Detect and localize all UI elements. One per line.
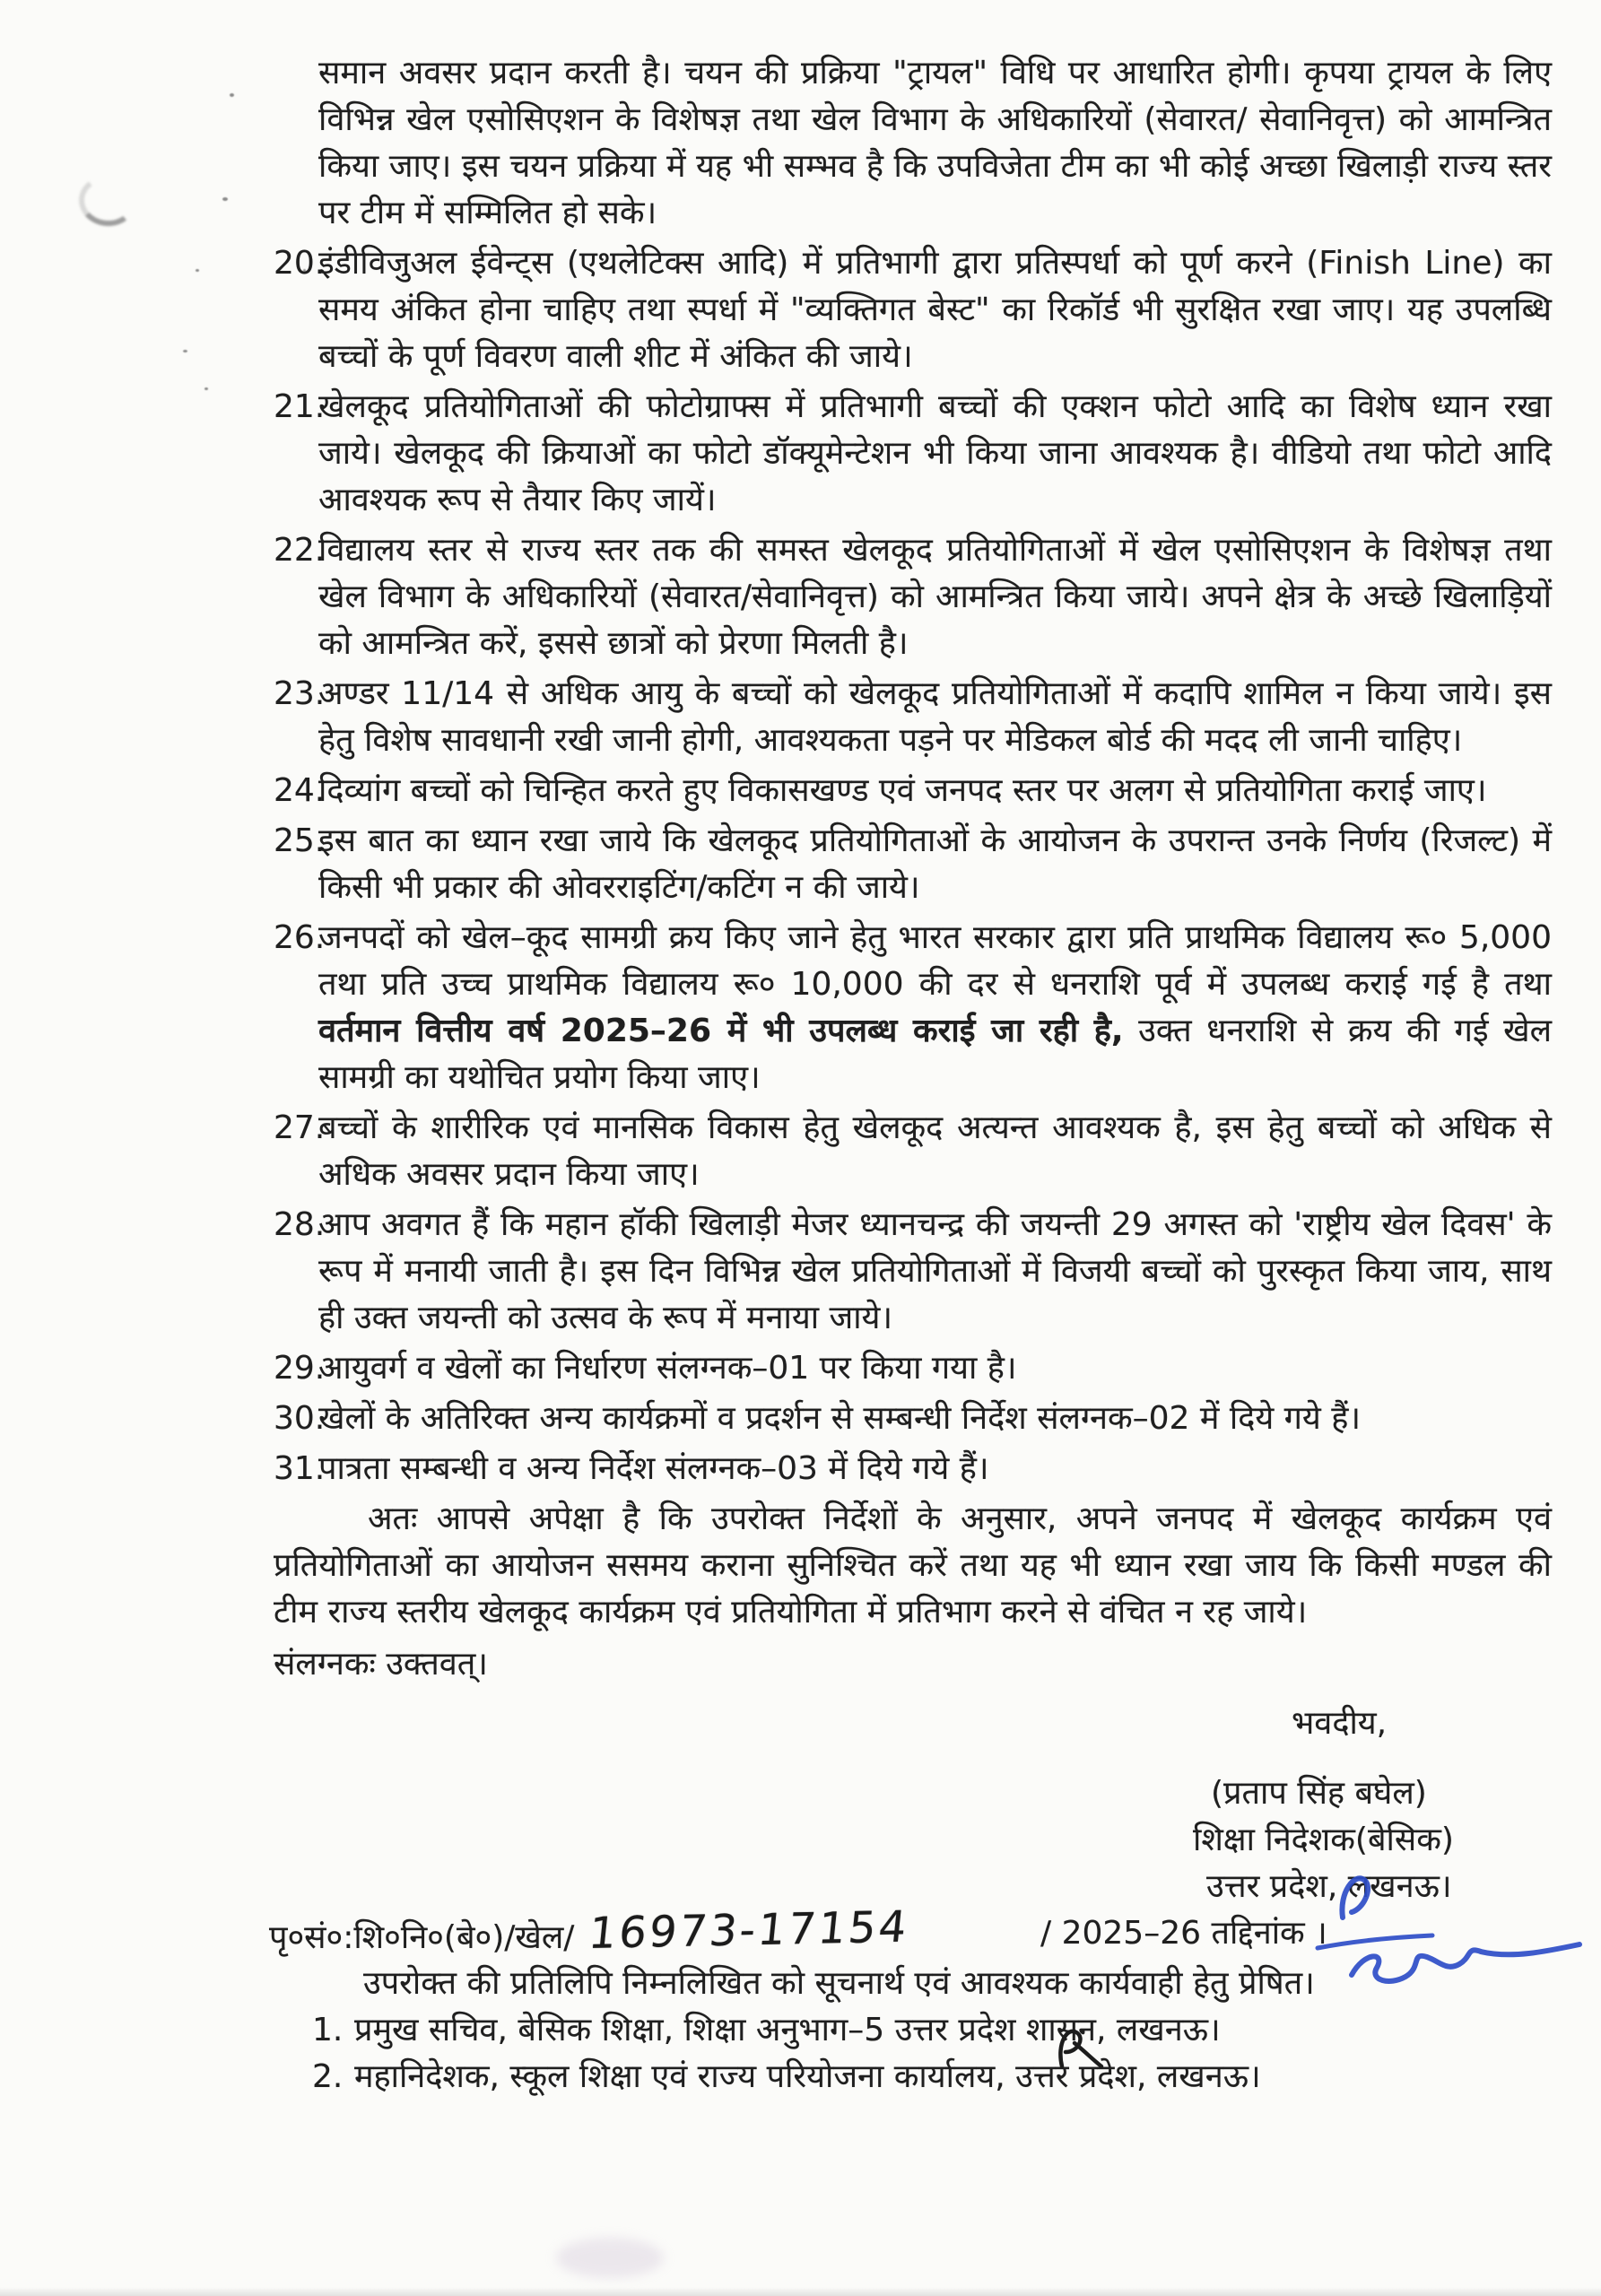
scan-speck [196,269,199,272]
item-number: 28. [274,1206,326,1243]
list-item [274,240,1552,380]
item-number: 25. [274,822,326,859]
item-number: 22. [274,532,326,569]
item-text: अण्डर 11/14 से अधिक आयु के बच्चों को खेलकूद प्रतियोगिताओं में कदापि शामिल न किया जाये। इस हेतु विशेष सावधानी रखी जानी होगी, आवश्यकता पड़ने पर मेडिकल बोर्ड की मदद ली जानी चाहिए। [318,675,1552,759]
letter-body [269,50,1552,2100]
scan-smudge [556,2238,664,2278]
salutation: भवदीय, [1292,1705,1388,1742]
paragraph-19-continuation: समान अवसर प्रदान करती है। चयन की प्रक्रिया "ट्रायल" विधि पर आधारित होगी। कृपया ट्रायल के लिए विभिन्न खेल एसोसिएशन के विशेषज्ञ तथा खेल विभाग के अधिकारियों (सेवारत/ सेवानिवृत्त) को आमन्त्रित किया जाए। इस चयन प्रक्रिया में यह भी सम्भव है कि उपविजेता टीम का भी कोई अच्छा खिलाड़ी राज्य स्तर पर टीम में सम्मिलित हो सके। [318,55,1552,231]
item-text: खेलों के अतिरिक्त अन्य कार्यक्रमों व प्रदर्शन से सम्बन्धी निर्देश संलग्नक–02 में दिये गये हैं। [318,1400,1361,1437]
scan-edge-shadow [0,2287,1601,2296]
copy-recipient-row [274,2054,1552,2100]
scan-speck [230,93,234,97]
handwritten-dispatch-number: 16973-17154 [587,1901,912,1959]
item-text: जनपदों को खेल–कूद सामग्री क्रय किए जाने हेतु भारत सरकार द्वारा प्रति प्राथमिक विद्यालय रू० 5,000 तथा प्रति उच्च प्राथमिक विद्यालय रू० 10,000 की दर से धनराशि पूर्व में उपलब्ध कराई गई है तथा वर्तमान वित्तीय वर्ष 2025–26 में भी उपलब्ध कराई जा रही है, उक्त धनराशि से क्रय की गई खेल सामग्री का यथोचित प्रयोग किया जाए। [318,919,1552,1096]
item-number: 26. [274,919,326,956]
numbered-instructions-list [274,240,1552,1492]
scan-speck [204,387,208,390]
item-text: इंडीविजुअल ईवेन्ट्स (एथलेटिक्स आदि) में प्रतिभागी द्वारा प्रतिस्पर्धा को पूर्ण करने (Finish Line) का समय अंकित होना चाहिए तथा स्पर्धा में "व्यक्तिगत बेस्ट" का रिकॉर्ड भी सुरक्षित रखा जाए। यह उपलब्धि बच्चों के पूर्ण विवरण वाली शीट में अंकित की जाये। [318,245,1552,375]
item-number: 29. [274,1350,326,1387]
bold-emphasis: वर्तमान वित्तीय वर्ष 2025–26 में भी उपलब्ध कराई जा रही है, [318,1013,1124,1049]
recipient-number: 1. [312,2012,344,2048]
item-number: 31. [274,1450,326,1487]
recipient-number: 2. [312,2058,344,2095]
list-item [274,768,1552,814]
item-text: इस बात का ध्यान रखा जाये कि खेलकूद प्रतियोगिताओं के आयोजन के उपरान्त उनके निर्णय (रिजल्ट) में किसी भी प्रकार की ओवरराइटिंग/कटिंग न की जाये। [318,822,1552,906]
list-item [274,915,1552,1101]
item-number: 23. [274,675,326,712]
ink-signature [1305,1866,1601,2018]
recipient-text: महानिदेशक, स्कूल शिक्षा एवं राज्य परियोजना कार्यालय, उत्तर प्रदेश, लखनऊ। [354,2058,1261,2095]
scan-speck [183,350,187,352]
item-text: दिव्यांग बच्चों को चिन्हित करते हुए विकासखण्ड एवं जनपद स्तर पर अलग से प्रतियोगिता कराई जाए। [318,772,1487,809]
signatory-designation: शिक्षा निदेशक(बेसिक) [1193,1822,1454,1858]
item-number: 27. [274,1109,326,1146]
item-text: विद्यालय स्तर से राज्य स्तर तक की समस्त खेलकूद प्रतियोगिताओं में खेल एसोसिएशन के विशेषज्ञ तथा खेल विभाग के अधिकारियों (सेवारत/सेवानिवृत्त) को आमन्त्रित किया जाये। अपने क्षेत्र के अच्छे खिलाड़ियों को आमन्त्रित करें, इससे छात्रों को प्रेरणा मिलती है। [318,532,1552,662]
signatory-name: (प्रताप सिंह बघेल) [1211,1775,1427,1812]
closing-paragraph: अतः आपसे अपेक्षा है कि उपरोक्त निर्देशों के अनुसार, अपने जनपद में खेलकूद कार्यक्रम एवं प्रतियोगिताओं का आयोजन ससमय कराना सुनिश्चित करें तथा यह भी ध्यान रखा जाय कि किसी मण्डल की टीम राज्य स्तरीय खेलकूद कार्यक्रम एवं प्रतियोगिता में प्रतिभाग करने से वंचित न रह जाये। [274,1500,1552,1631]
list-item [274,818,1552,911]
recipient-text: प्रमुख सचिव, बेसिक शिक्षा, शिक्षा अनुभाग–5 उत्तर प्रदेश शासन, लखनऊ। [354,2012,1221,2048]
scan-speck [222,197,228,201]
item-text: आप अवगत हैं कि महान हॉकी खिलाड़ी मेजर ध्यानचन्द्र की जयन्ती 29 अगस्त को 'राष्ट्रीय खेल दिवस' के रूप में मनायी जाती है। इस दिन विभिन्न खेल प्रतियोगिताओं में विजयी बच्चों को पुरस्कृत किया जाय, साथ ही उक्त जयन्ती को उत्सव के रूप में मनाया जाये। [318,1206,1552,1336]
item-number: 20. [274,245,326,282]
item-text: पात्रता सम्बन्धी व अन्य निर्देश संलग्नक–03 में दिये गये हैं। [318,1450,989,1487]
list-item [274,1446,1552,1492]
list-item [274,1202,1552,1342]
item-number: 30. [274,1400,326,1437]
list-item [274,384,1552,524]
copy-forwarding-note: उपरोक्त की प्रतिलिपि निम्नलिखित को सूचनार्थ एवं आवश्यक कार्यवाही हेतु प्रेषित। [363,1965,1315,2002]
initials-paraph [1049,2020,1112,2083]
signatory-place: उत्तर प्रदेश, लखनऊ। [1206,1868,1452,1905]
item-number: 21. [274,388,326,425]
reference-prefix: पृ०सं०:शि०नि०(बे०)/खेल/ [269,1919,575,1956]
item-text: खेलकूद प्रतियोगिताओं की फोटोग्राफ्स में प्रतिभागी बच्चों की एक्शन फोटो आदि का विशेष ध्यान रखा जाये। खेलकूद की क्रियाओं का फोटो डॉक्यूमेन्टेशन भी किया जाना आवश्यक है। वीडियो तथा फोटो आदि आवश्यक रूप से तैयार किए जायें। [318,388,1552,518]
copy-recipients-list [274,2007,1552,2100]
item-text: बच्चों के शारीरिक एवं मानसिक विकास हेतु खेलकूद अत्यन्त आवश्यक है, इस हेतु बच्चों को अधिक से अधिक अवसर प्रदान किया जाए। [318,1109,1552,1193]
reference-suffix: / 2025–26 तद्दिनांक । [1040,1915,1327,1952]
list-item [274,1345,1552,1392]
list-item [274,527,1552,667]
attachment-note: संलग्नकः उक्तवत्। [274,1646,488,1683]
list-item [274,1396,1552,1442]
hole-punch-mark [76,173,139,229]
item-text: आयुवर्ग व खेलों का निर्धारण संलग्नक–01 पर किया गया है। [318,1350,1017,1387]
list-item [274,671,1552,764]
list-item [274,1105,1552,1198]
item-number: 24. [274,772,326,809]
